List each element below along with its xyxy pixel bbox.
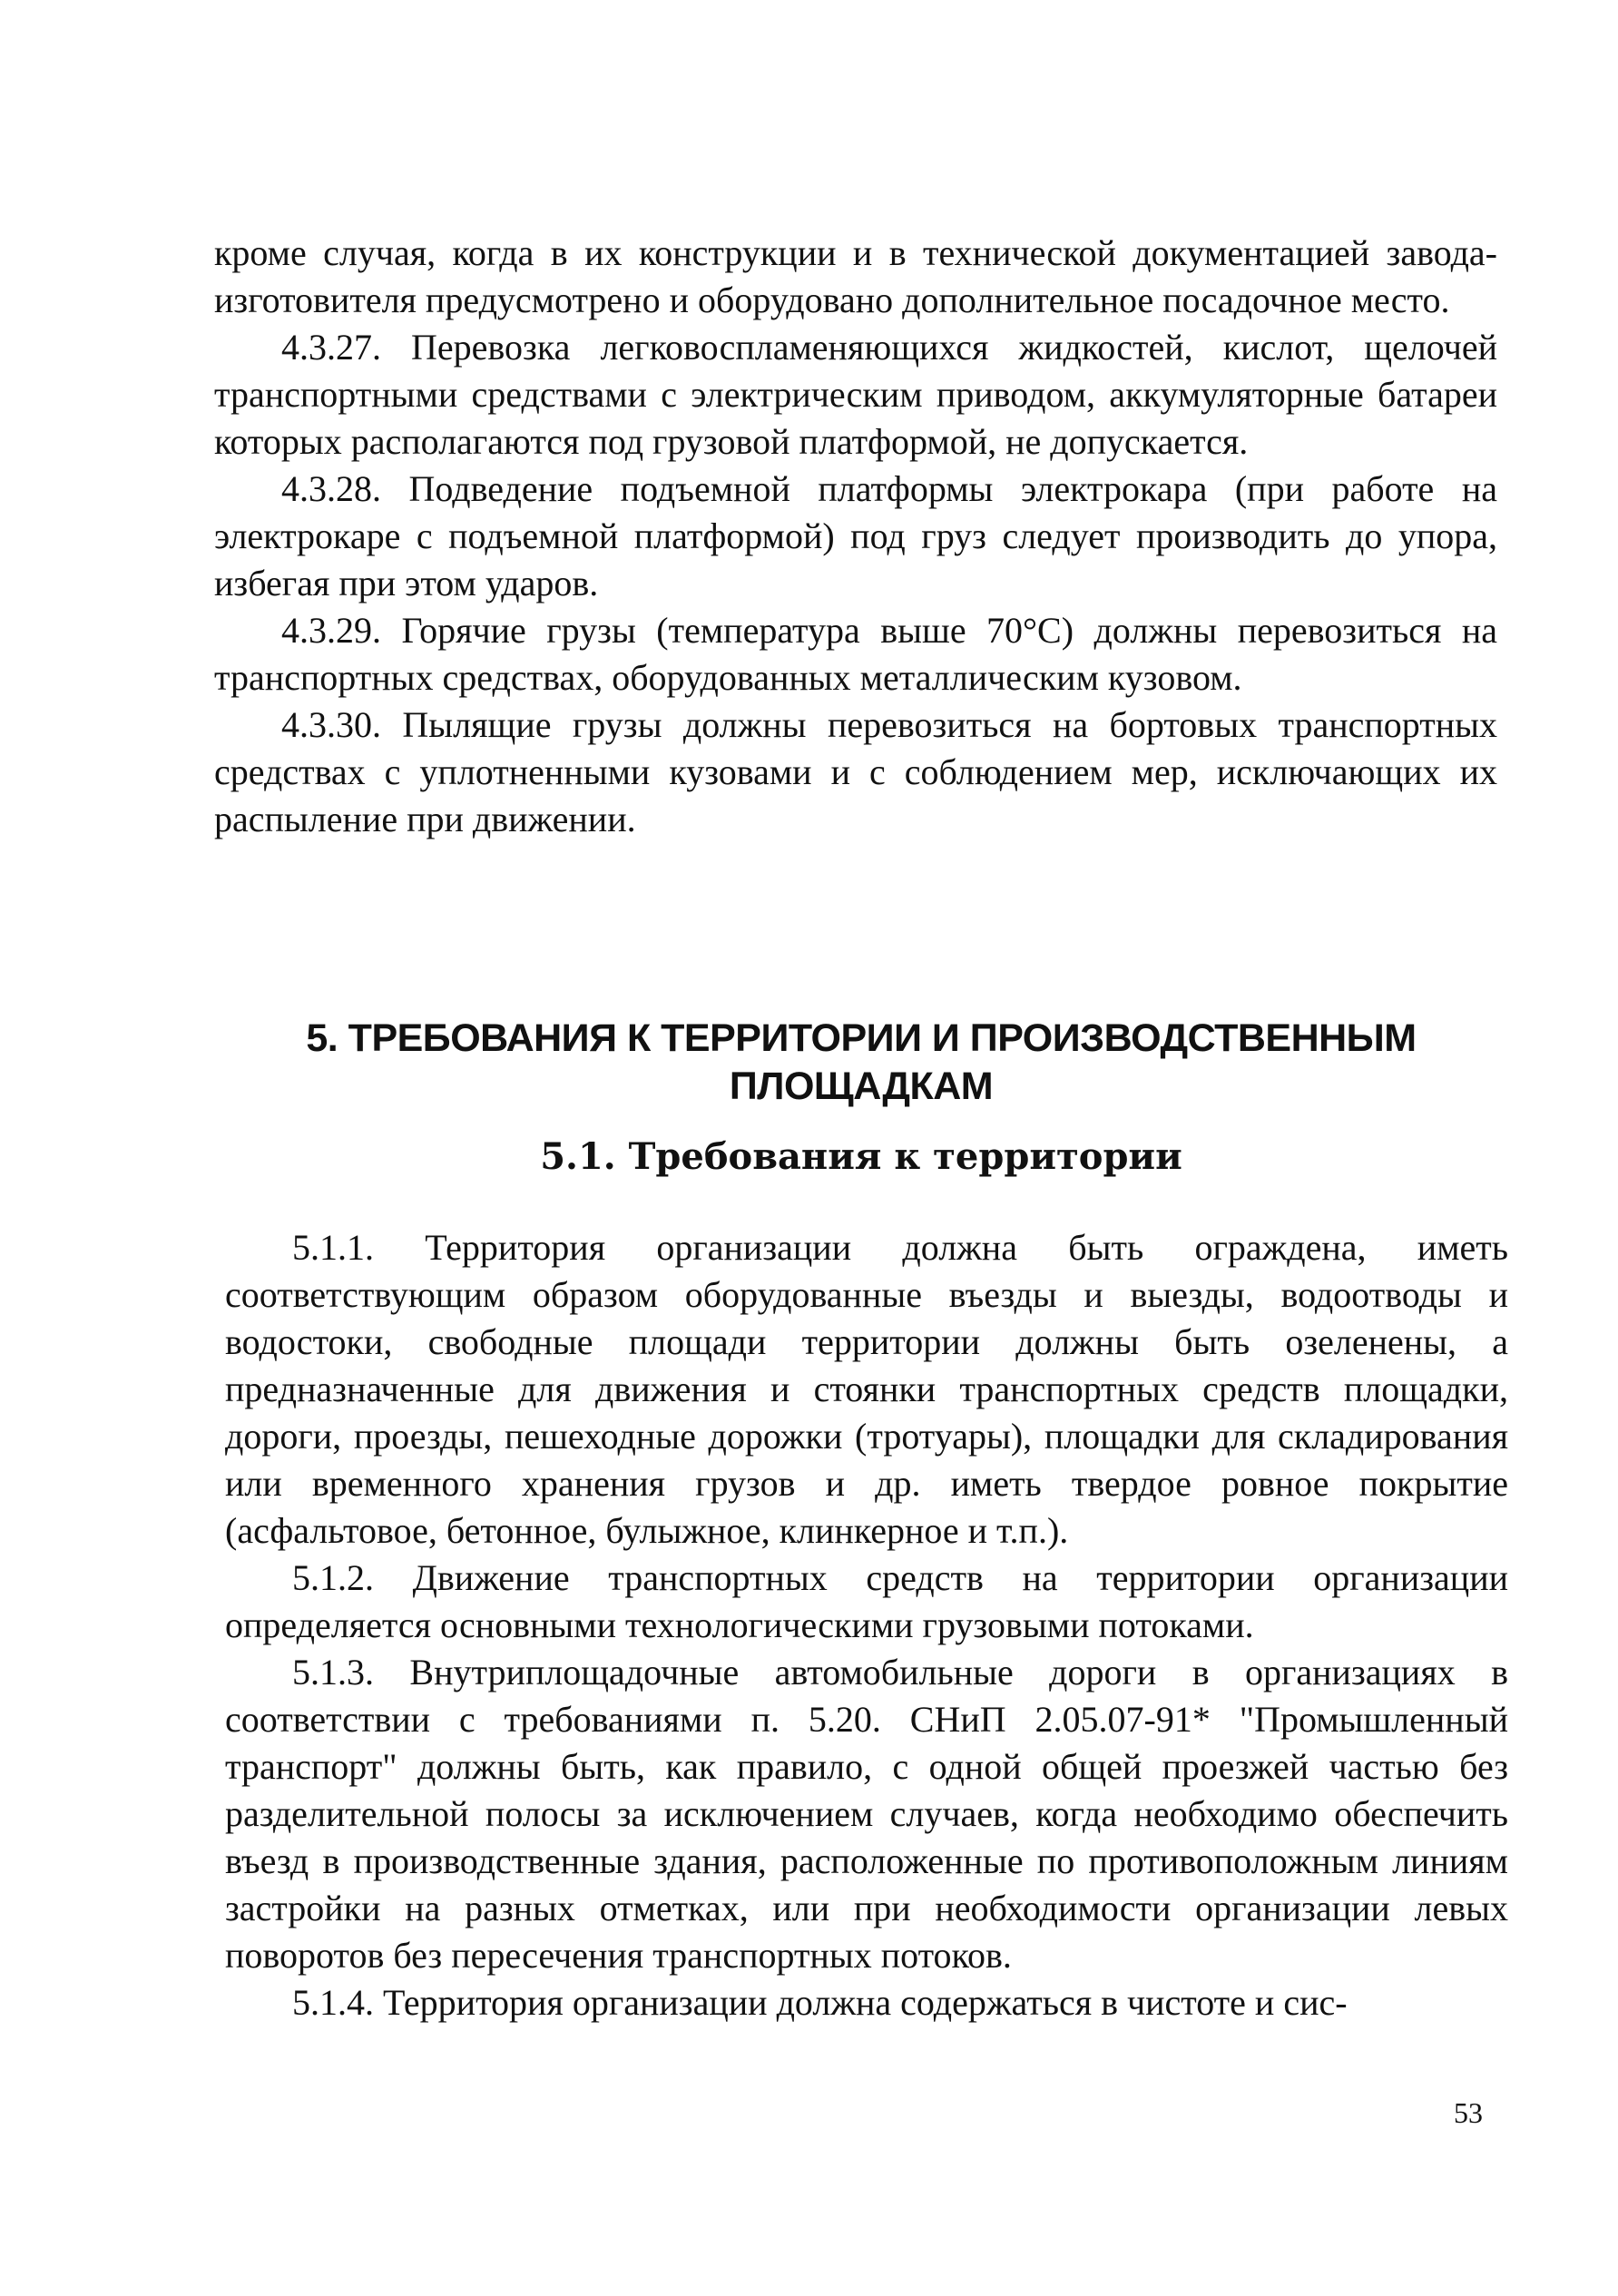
paragraph-5-1-1: 5.1.1. Территория организации должна быть ограждена, иметь соответствующим образом оборудованные въезды и выезды, водоотводы и водостоки, свободные площади территории должны быть озеленены, а предназначенные для движения и стоянки транспортных средств площадки, дороги, проезды, пешеходные дорожки (тротуары), площадки для складирования или временного хранения грузов и др. иметь твердое ровное покрытие (асфальтовое, бетонное, булыжное, клинкерное и т.п.). [225,1227,1508,1551]
paragraph-4-3-29: 4.3.29. Горячие грузы (температура выше 70°С) должны перевозиться на транспортных средствах, оборудованных металлическим кузовом. [214,610,1497,698]
paragraph-4-3-28: 4.3.28. Подведение подъемной платформы электрокара (при работе на электрокаре с подъемной платформой) под груз следует производить до упора, избегая при этом ударов. [214,468,1497,603]
paragraph-4-3-30: 4.3.30. Пылящие грузы должны перевозиться на бортовых транспортных средствах с уплотненными кузовами и с соблюдением мер, исключающих их распыление при движении. [214,704,1497,839]
paragraph-4-3-27: 4.3.27. Перевозка легковоспламеняющихся жидкостей, кислот, щелочей транспортными средствами с электрическим приводом, аккумуляторные батареи которых располагаются под грузовой платформой, не допускается. [214,327,1497,462]
paragraph-5-1-3: 5.1.3. Внутриплощадочные автомобильные дороги в организациях в соответствии с требованиями п. 5.20. СНиП 2.05.07-91* "Промышленный транспорт" должны быть, как правило, с одной общей проезжей частью без разделительной полосы за исключением случаев, когда необходимо обеспечить въезд в производственные здания, расположенные по противоположным линиям застройки на разных отметках, или при необходимости организации левых поворотов без пересечения транспортных потоков. [225,1652,1508,1976]
top-text-block [214,230,1497,843]
page-number: 53 [1454,2096,1483,2129]
paragraph-5-1-4: 5.1.4. Территория организации должна содержаться в чистоте и сис- [292,1982,1348,2023]
section-heading: 5. ТРЕБОВАНИЯ К ТЕРРИТОРИИ И ПРОИЗВОДСТВЕННЫМ ПЛОЩАДКАМ [306,1016,1417,1108]
paragraph-5-1-2: 5.1.2. Движение транспортных средств на территории организации определяется основными технологическими грузовыми потоками. [225,1557,1508,1645]
subsection-heading: 5.1. Требования к территории [540,1135,1182,1178]
bottom-text-block [225,1224,1508,2026]
paragraph-continuation: кроме случая, когда в их конструкции и в технической документацией завода-изготовителя предусмотрено и оборудовано дополнительное посадочное место. [214,232,1497,320]
